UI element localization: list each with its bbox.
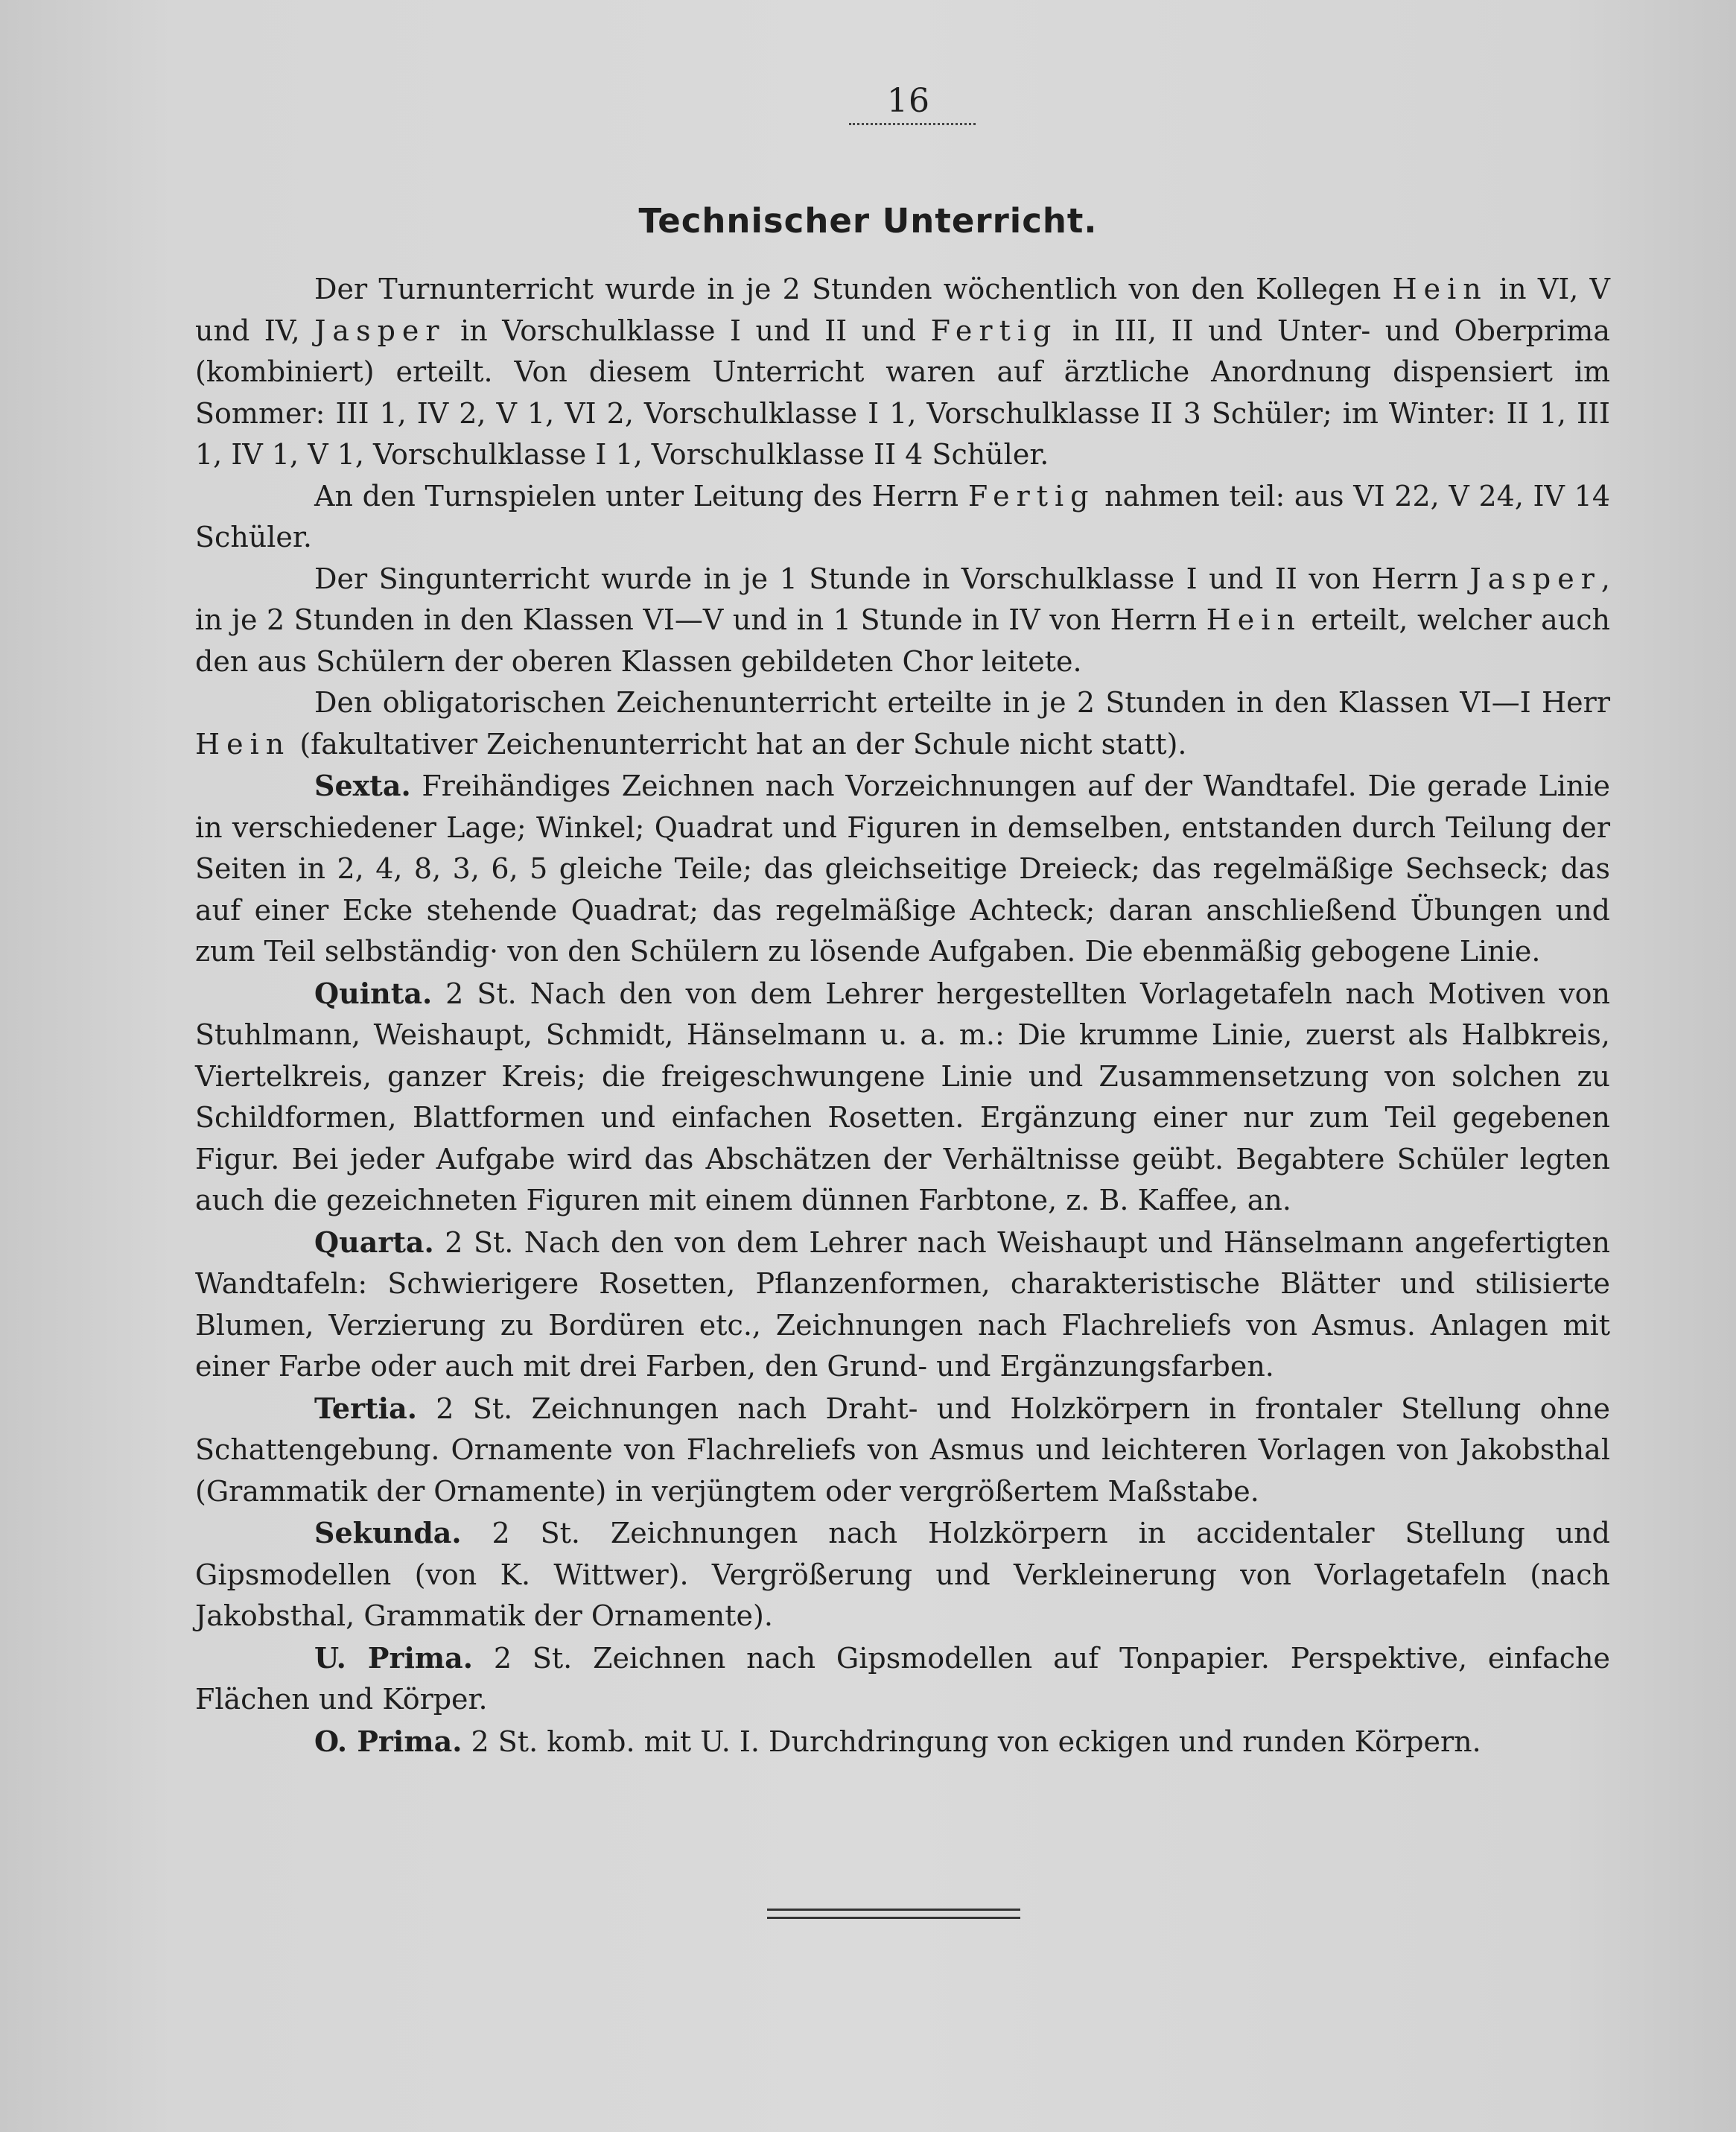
class-label-tertia: Tertia. <box>314 1391 417 1425</box>
name-fertig: Fertig <box>930 314 1058 347</box>
paragraph-quinta: Quinta. 2 St. Nach den von dem Lehrer hergestellten Vorlagetafeln nach Motiven von Stuhlmann, Weishaupt, Schmidt, Hänselmann u. a. m.: Die krumme Linie, zuerst als Halbkreis, Viertelkreis, ganzer Kreis; die freigeschwungene Linie und Zusammensetzung von solchen zu Schildformen, Blattformen und einfachen Rosetten. Ergänzung einer nur zum Teil gegebenen Figur. Bei jeder Aufgabe wird das Abschätzen der Verhältnisse geübt. Begabtere Schüler legten auch die gezeichneten Figuren mit einem dünnen Farbtone, z. B. Kaffee, an. <box>195 976 1610 1216</box>
class-label-sexta: Sexta. <box>314 769 411 802</box>
name-hein: Hein <box>1206 603 1302 636</box>
paragraph-quarta: Quarta. 2 St. Nach den von dem Lehrer nach Weishaupt und Hänselmann angefertigten Wandtafeln: Schwierigere Rosetten, Pflanzenformen, charakteristische Blätter und stilisierte Blumen, Verzierung zu Bordüren etc., Zeichnungen nach Flachreliefs von Asmus. Anlagen mit einer Farbe oder auch mit drei Farben, den Grund- und Ergänzungsfarben. <box>195 1225 1610 1383</box>
class-label-oberprima: O. Prima. <box>314 1724 462 1758</box>
paragraph-singunterricht: Der Singunterricht wurde in je 1 Stunde in Vorschulklasse I und II von Herrn Jasper, in je 2 Stunden in den Klassen VI—V und in 1 Stunde in IV von Herrn Hein erteilt, welcher auch den aus Schülern der oberen Klassen gebildeten Chor leitete. <box>195 562 1610 678</box>
name-jasper: Jasper <box>314 314 446 347</box>
name-hein: Hein <box>1392 273 1488 305</box>
page-number: 16 <box>887 82 930 120</box>
paragraph-tertia: Tertia. 2 St. Zeichnungen nach Draht- und Holzkörpern in frontaler Stellung ohne Schattengebung. Ornamente von Flachreliefs von Asmus und leichteren Vorlagen von Jakobsthal (Grammatik der Ornamente) in verjüngtem oder vergrößertem Maßstabe. <box>195 1391 1610 1508</box>
paragraph-sexta: Sexta. Freihändiges Zeichnen nach Vorzeichnungen auf der Wandtafel. Die gerade Linie in verschiedener Lage; Winkel; Quadrat und Figuren in demselben, entstanden durch Teilung der Seiten in 2, 4, 8, 3, 6, 5 gleiche Teile; das gleichseitige Dreieck; das regelmäßige Sechseck; das auf einer Ecke stehende Quadrat; das regelmäßige Achteck; daran anschließend Übungen und zum Teil selbständig· von den Schülern zu lösende Aufgaben. Die ebenmäßig gebogene Linie. <box>195 769 1610 968</box>
name-jasper: Jasper <box>1469 562 1601 595</box>
paragraph-sekunda: Sekunda. 2 St. Zeichnungen nach Holzkörpern in accidentaler Stellung und Gipsmodellen (von K. Wittwer). Vergrößerung und Verkleinerung von Vorlagetafeln (nach Jakobsthal, Grammatik der Ornamente). <box>195 1516 1610 1632</box>
name-fertig: Fertig <box>967 479 1096 513</box>
paragraph-turnunterricht: Der Turnunterricht wurde in je 2 Stunden wöchentlich von den Kollegen Hein in VI, V und IV, Jasper in Vorschulklasse I und II und Fertig in III, II und Unter- und Oberprima (kombiniert) erteilt. Von diesem Unterricht waren auf ärztliche Anordnung dispensiert im Sommer: III 1, IV 2, V 1, VI 2, Vorschulklasse I 1, Vorschulklasse II 3 Schüler; im Winter: II 1, III 1, IV 1, V 1, Vorschulklasse I 1, Vorschulklasse II 4 Schüler. <box>195 273 1610 471</box>
paragraph-oberprima: O. Prima. 2 St. komb. mit U. I. Durchdringung von eckigen und runden Körpern. <box>314 1724 1481 1758</box>
class-label-unterprima: U. Prima. <box>314 1640 473 1675</box>
section-title: Technischer Unterricht. <box>638 201 1098 241</box>
page-number-ornament <box>849 123 976 125</box>
closing-double-rule <box>767 1909 1020 1919</box>
paragraph-unterprima: U. Prima. 2 St. Zeichnen nach Gipsmodellen auf Tonpapier. Perspektive, einfache Flächen und Körper. <box>195 1640 1611 1716</box>
paragraph-turnspiele: An den Turnspielen unter Leitung des Herrn Fertig nahmen teil: aus VI 22, V 24, IV 14 Schüler. <box>195 479 1610 553</box>
name-hein: Hein <box>195 727 291 761</box>
class-label-sekunda: Sekunda. <box>314 1516 462 1549</box>
class-label-quarta: Quarta. <box>314 1225 434 1259</box>
paragraph-zeichenunterricht: Den obligatorischen Zeichenunterricht erteilte in je 2 Stunden in den Klassen VI—I Herr Hein (fakultativer Zeichenunterricht hat an der Schule nicht statt). <box>195 686 1610 761</box>
class-label-quinta: Quinta. <box>314 976 433 1010</box>
body-text <box>195 269 1610 1763</box>
